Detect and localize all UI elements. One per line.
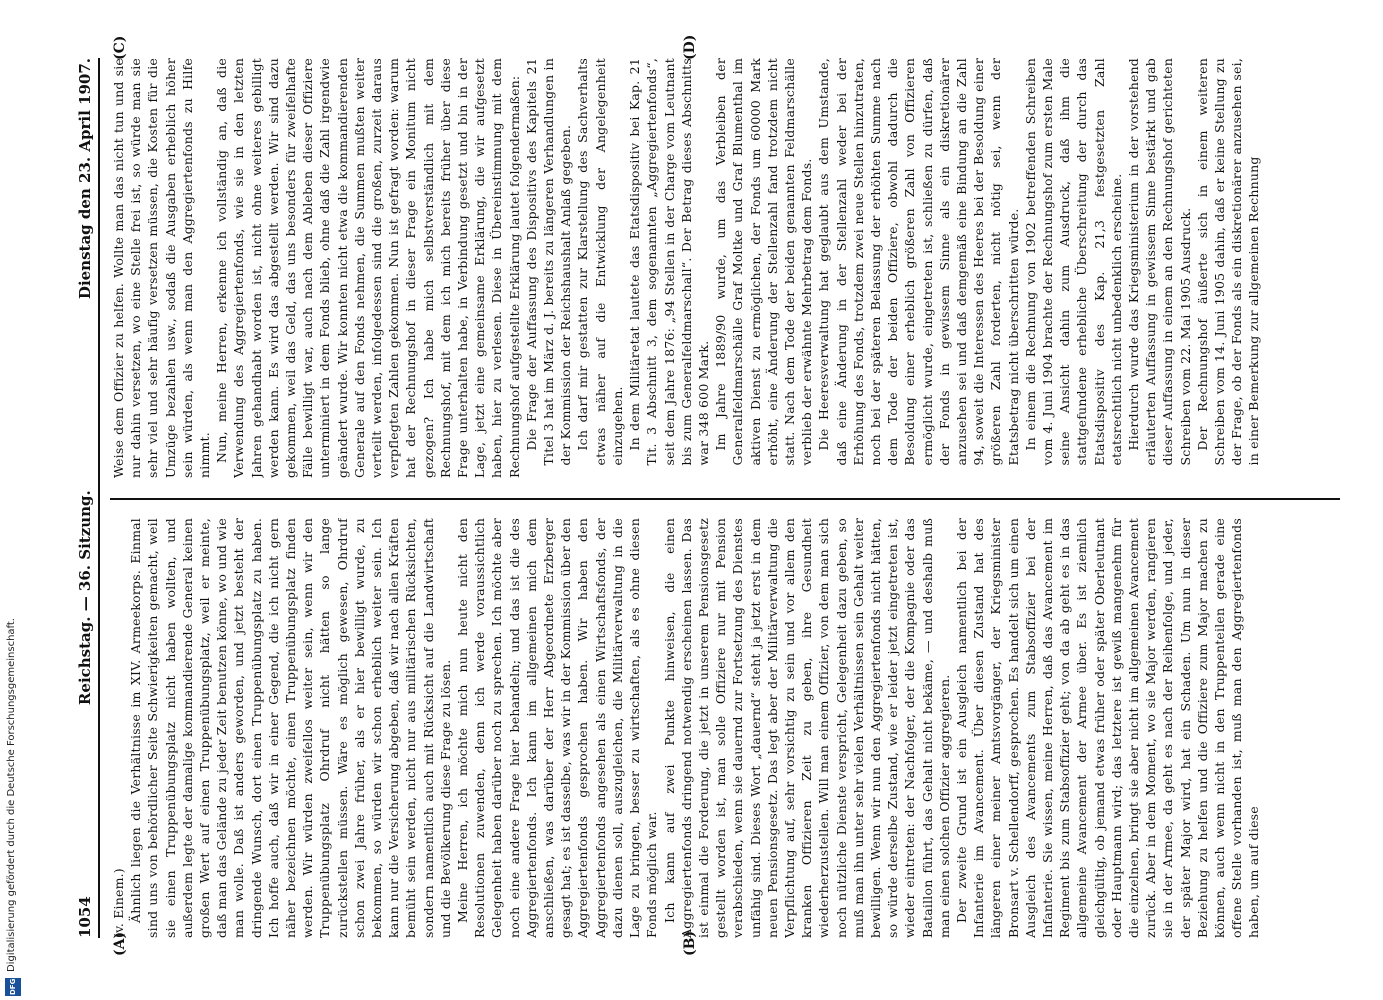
margin-mark-b: (B) [682,930,698,956]
right-column [110,58,1340,478]
paragraph: Nun, meine Herren, erkenne ich vollständig an, daß die Verwendung des Aggregiertenfonds, wie sie in den letzten Jahren gehandhabt worden ist, nicht ohne weiteres gebilligt werden kann. Es wird das abgestellt werden. Wir sind dazu gekommen, weil das Geld, das uns besonders für zweifelhafte Fälle bewilligt war, auch nach dem Ableben dieser Offiziere unterminiert in dem Fonds blieb, ohne daß die Zahl irgendwie geändert wurde. Wir konnten nicht etwa die kommandierenden Generale auf den Fonds nehmen, die Summen mußten weiter verteilt werden, infolgedessen sind die großen, zurzeit daraus verpflegten Zahlen gekommen. Nun ist gefragt worden: warum hat der Rechnungshof in dieser Frage ein Monitum nicht gezogen? Ich habe mich selbstverständlich mit dem Rechnungshof, mit dem ich mich bereits früher über diese Frage unterhalten habe, in Verbindung gesetzt und bin in der Lage, jetzt eine gemeinsame Erklärung, die wir aufgesetzt haben, hier zu verlesen. Diese in Übereinstimmung mit dem Rechnungshof aufgestellte Erklärung lautet folgendermaßen: [214,58,522,478]
paragraph: Hierdurch wurde das Kriegsministerium in der vorstehend erläuterten Auffassung in gewissem Sinne bestärkt und gab dieser Auffassung in einem an den Rechnungshof gerichteten Schreiben vom 22. Mai 1905 Ausdruck. [1125,58,1193,466]
paragraph: Weise dem Offizier zu helfen. Wollte man das nicht tun und sie nur dahin versetzen, wo eine Stelle frei ist, so würde man sie sehr viel und sehr häufig versetzen müssen, die Kosten für die Umzüge bezahlen usw., sodaß die Ausgaben erheblich höher sein würden, als wenn man den Aggregiertenfonds zu Hilfe nimmt. [111,58,213,478]
paragraph: Der zweite Grund ist ein Ausgleich namentlich bei der Infanterie im Avancement. Über diesen Zustand hat des längeren einer meiner Amtsvorgänger, der Kriegsminister Bronsart v. Schellendorff, gesprochen. Es handelt sich um einen Ausgleich des Avancements zum Stabsoffizier bei der Infanterie. Sie wissen, meine Herren, daß das Avancement im Regiment bis zum Stabsoffizier geht; von da ab geht es in das allgemeine Avancement der Armee über. Es ist ziemlich gleichgültig, ob jemand etwas früher oder später Oberleutnant oder Hauptmann wird; das letztere ist gewiß mangenehm für die einzelnen, bringt sie aber nicht im allgemeinen Avancement zurück. Aber in dem Moment, wo sie Major werden, rangieren sie in der Armee, da geht es nach der Reihenfolge, und jeder, der später Major wird, hat ein Schaden. Um nun in dieser Beziehung zu helfen und die Offiziere zum Major machen zu können, auch wenn nicht in den Truppenteilen gerade eine offene Stelle vorhanden ist, muß man den Aggregiertenfonds haben, um auf diese [953,518,1262,938]
paragraph: Meine Herren, ich möchte mich nun heute nicht den Resolutionen zuwenden, denn ich werde voraussichtlich Gelegenheit haben darüber noch zu sprechen. Ich möchte aber noch eine andere Frage hier behandeln; und das ist die des Aggregiertenfonds. Ich kann im allgemeinen mich dem anschließen, was darüber der Herr Abgeordnete Erzberger gesagt hat; es ist dasselbe, was wir in der Kommission über den Aggregiertenfonds gesprochen haben. Wir haben den Aggregiertenfonds angesehen als einen Wirtschaftsfonds, der dazu dienen soll, auszugleichen, die Militärverwaltung in die Lage zu bringen, besser zu wirtschaften, als es ohne diesen Fonds möglich war. [455,518,660,938]
document-page [62,18,1362,958]
speaker-tag: (v. Einem.) [111,868,126,938]
margin-mark-d: (D) [682,34,698,60]
page-number: 1054 [76,896,94,938]
left-column [110,518,1340,938]
paragraph: Ich kann auf zwei Punkte hinweisen, die einen Aggregiertenfonds dringend notwendig erscheinen lassen. Das ist einmal die Forderung, die jetzt in unserem Pensionsgesetz gestellt worden ist, man solle Offiziere nur mit Pension verabschieden, wenn sie dauernd zur Fortsetzung des Dienstes unfähig sind. Dieses Wort „dauernd“ steht ja jetzt erst in dem neuen Pensionsgesetz. Das legt aber der Militärverwaltung die Verpflichtung auf, sehr vorsichtig zu sein und vor allem den kranken Offizieren Zeit zu geben, ihre Gesundheit wiederherzustellen. Will man einem Offizier, von dem man sich noch nützliche Dienste verspricht, Gelegenheit dazu geben, so muß man ihn unter sehr vielen Verhältnissen sein Gehalt weiter bewilligen. Wenn wir nun den Aggregiertenfonds nicht hätten, so würde derselbe Zustand, wie er leider jetzt eingetreten ist, wieder eintreten: der Nachfolger, der die Kompagnie oder das Bataillon führt, das Gehalt nicht bekäme, — und deshalb muß man einen solchen Offizier aggregieren. [661,518,952,938]
paragraph: Die Frage der Auffassung des Dispositivs des Kapitels 21 Titel 3 hat im März d. J. bereits zu längeren Verhandlungen in der Kommission der Reichshaushalt Anlaß gegeben. [523,58,574,466]
dfg-logo: DFG [5,978,21,996]
paragraph: Der Rechnungshof äußerte sich in einem weiteren Schreiben vom 14. Juni 1905 dahin, daß er keine Stellung zu der Frage, ob der Fonds als ein diskretionärer anzusehen sei, in einer Bemerkung zur allgemeinen Rechnung [1194,58,1262,466]
paragraph: Ich darf mir gestatten zur Klarstellung des Sachverhalts etwas näher auf die Entwicklung der Angelegenheit einzugehen. [575,58,625,466]
paragraph: In dem Militäretat lautete das Etatsdispositiv bei Kap. 21 Tit. 3 Abschnitt 3, dem sogenannten „Aggregiertenfonds“, seit dem Jahre 1876: „94 Stellen in der Charge vom Leutnant bis zum Generalfeldmarschall“. Der Betrag dieses Abschnitts war 348 600 Mark. [627,58,711,466]
digitization-credit: Digitalisierung gefördert durch die Deutsche Forschungsgemeinschaft. [6,617,17,972]
header-center: Reichstag. — 36. Sitzung. [76,490,94,706]
paragraph: Die Heeresverwaltung hat geglaubt aus dem Umstande, daß eine Änderung in der Stellenzahl weder bei der Erhöhung des Fonds, trotzdem zwei neue Stellen hinzutraten, noch bei der späteren Belassung der erhöhten Summe nach dem Tode der beiden Offiziere, obwohl dadurch die Besoldung einer erheblich größeren Zahl von Offizieren ermöglicht wurde, eingetreten ist, schließen zu dürfen, daß der Fonds in gewissem Sinne als ein diskretionärer anzusehen sei und daß demgemäß eine Bindung an die Zahl 94, soweit die Interessen des Heeres bei der Besoldung einer größeren Zahl forderten, nicht nötig sei, wenn der Etatsbetrag nicht überschritten würde. [816,58,1021,466]
paragraph: Ähnlich liegen die Verhältnisse im XIV. Armeekorps. Einmal sind uns von behördlicher Seite Schwierigkeiten gemacht, weil sie einen Truppenübungsplatz nicht haben wollten, und außerdem legte der damalige kommandierende General keinen großen Wert auf einen Truppenübungsplatz, weil er meinte, daß man das Gelände zu jeder Zeit benutzen könne, wo und wie man wolle. Daß ist anders geworden, und jetzt besteht der dringende Wunsch, dort einen Truppenübungsplatz zu haben. Ich hoffe auch, daß wir in einer Gegend, die ich nicht gern näher bezeichnen möchte, einen Truppenübungsplatz finden werden. Wir würden zweifellos weiter sein, wenn wir den Truppenübungsplatz Ohrdruf nicht hätten so lange zurückstellen müssen. Wäre es möglich gewesen, Ohrdruf schon zwei Jahre früher, als er hier bewilligt wurde, zu bekommen, so würden wir schon erheblich weiter sein. Ich kann nur die Versicherung abgeben, daß wir nach allen Kräften bemüht sein werden, nicht nur aus militärischen Rücksichten, sondern namentlich auch mit Rücksicht auf die Landwirtschaft und die Bevölkerung diese Frage zu lösen. [128,518,453,938]
page-header [72,58,100,938]
column-divider [110,498,1340,500]
paragraph: Im Jahre 1889/90 wurde, um das Verbleiben der Generalfeldmarschälle Graf Moltke und Graf Blumenthal im aktiven Dienst zu ermöglichen, der Fonds um 60000 Mark erhöht, eine Änderung der Stellenzahl fand trotzdem nicht statt. Nach dem Tode der beiden genannten Feldmarschälle verblieb der erwähnte Mehrbetrag dem Fonds. [713,58,815,466]
margin-mark-c: (C) [112,35,128,60]
paragraph: In einem die Rechnung von 1902 betreffenden Schreiben vom 4. Juni 1904 brachte der Rechnungshof zum ersten Male seine Ansicht dahin zum Ausdruck, daß ihm die stattgefundene erhebliche Überschreitung der durch das Etatsdispositiv des Kap. 21,3 festgesetzten Zahl etatsrechtlich nicht unbedenklich erscheine. [1022,58,1124,466]
rotated-sheet [62,34,1362,958]
margin-mark-a: (A) [112,931,128,956]
header-date: Dienstag den 23. April 1907. [76,58,94,300]
scan-footer [2,0,24,1000]
